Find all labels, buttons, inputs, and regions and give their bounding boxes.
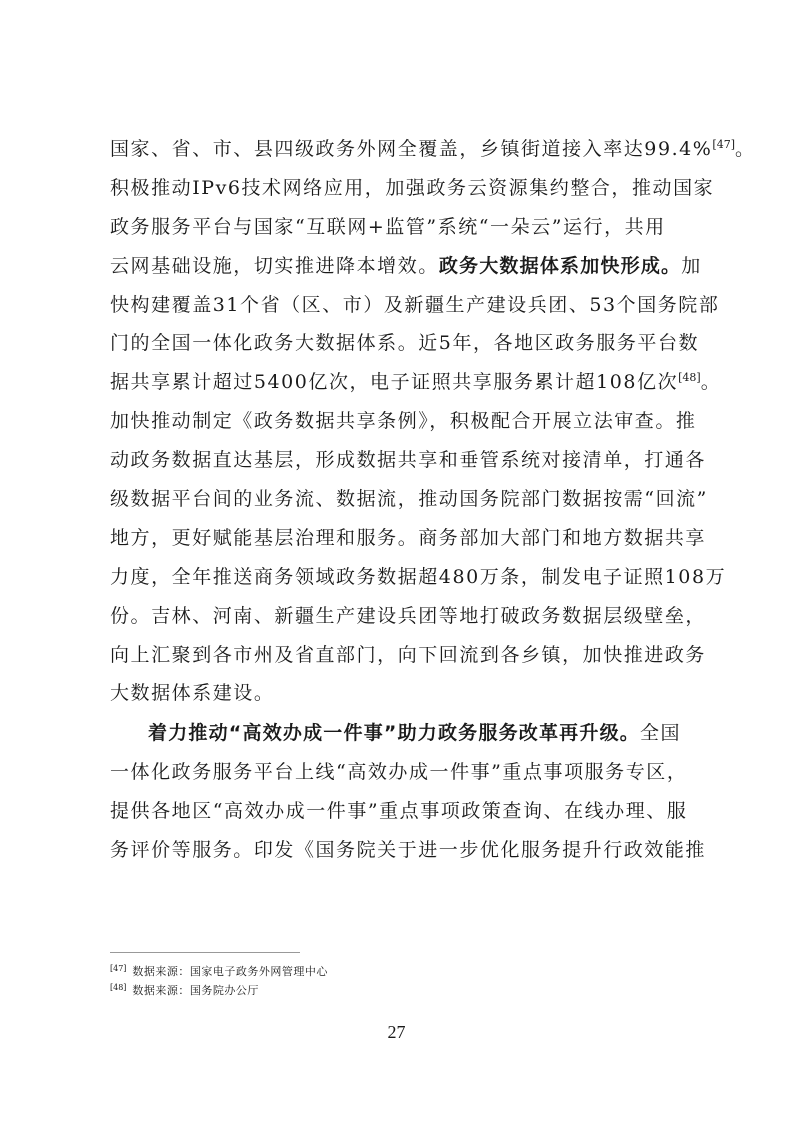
text-line: 一体化政务服务平台上线“高效办成一件事”重点事项服务专区， [110, 761, 688, 784]
footnote-number: [47] [110, 964, 127, 973]
page-number: 27 [387, 1022, 406, 1042]
text-line [110, 363, 722, 402]
text-line: 大数据体系建设。 [110, 682, 275, 705]
text-line [110, 130, 756, 169]
text-line: 加快推动制定《政务数据共享条例》，积极配合开展立法审查。推 [110, 410, 697, 433]
text-line: 地方，更好赋能基层治理和服务。商务部加大部门和地方数据共享 [110, 526, 706, 549]
text-line: 力度，全年推送商务领域政务数据超480万条，制发电子证照108万 [110, 565, 727, 588]
text-line: 务评价等服务。印发《国务院关于进一步优化服务提升行政效能推 [110, 839, 706, 862]
text-line: 份。吉林、河南、新疆生产建设兵团等地打破政务数据层级壁垒， [110, 604, 706, 627]
text-run: 国家、省、市、县四级政务外网全覆盖，乡镇街道接入率达99.4% [110, 138, 713, 160]
text-run: 。 [700, 371, 722, 394]
text-line [110, 714, 690, 753]
footnote-ref[interactable]: [48] [678, 371, 701, 385]
text-line: 积极推动IPv6技术网络应用，加强政务云资源集约整合，推动国家 [110, 176, 715, 199]
footnote [110, 962, 510, 981]
text-run: 据共享累计超过5400亿次，电子证照共享服务累计超108亿次 [110, 371, 679, 394]
footnote [110, 981, 510, 1000]
text-run: 加 [681, 254, 702, 277]
text-run: 全国 [639, 722, 682, 745]
body-text [110, 130, 756, 870]
bold-heading: 政务大数据体系加快形成。 [438, 254, 682, 277]
text-line: 动政务数据直达基层，形成数据共享和垂管系统对接清单，打通各 [110, 449, 706, 472]
footnote-number: [48] [110, 983, 127, 992]
footnotes [110, 962, 510, 1000]
text-run: 云网基础设施，切实推进降本增效。 [110, 254, 439, 277]
bold-heading: 着力推动“高效办成一件事”助力政务服务改革再升级。 [148, 722, 640, 745]
text-line: 门的全国一体化政务大数据体系。近5年，各地区政务服务平台数 [110, 332, 700, 355]
text-line: 提供各地区“高效办成一件事”重点事项政策查询、在线办理、服 [110, 800, 688, 823]
footnote-ref[interactable]: [47] [712, 138, 736, 151]
text-line: 向上汇聚到各市州及省直部门，向下回流到各乡镇，加快推进政务 [110, 643, 706, 666]
footnote-text: 数据来源：国家电子政务外网管理中心 [132, 965, 328, 978]
text-line [110, 247, 702, 286]
text-run: 。 [735, 138, 756, 160]
text-line: 政务服务平台与国家“互联网+监管”系统“一朵云”运行，共用 [110, 215, 666, 238]
text-line: 快构建覆盖31个省（区、市）及新疆生产建设兵团、53个国务院部 [110, 293, 720, 316]
footnote-text: 数据来源：国务院办公厅 [132, 984, 259, 997]
footnote-divider [110, 952, 300, 953]
text-line: 级数据平台间的业务流、数据流，推动国务院部门数据按需“回流” [110, 488, 708, 511]
